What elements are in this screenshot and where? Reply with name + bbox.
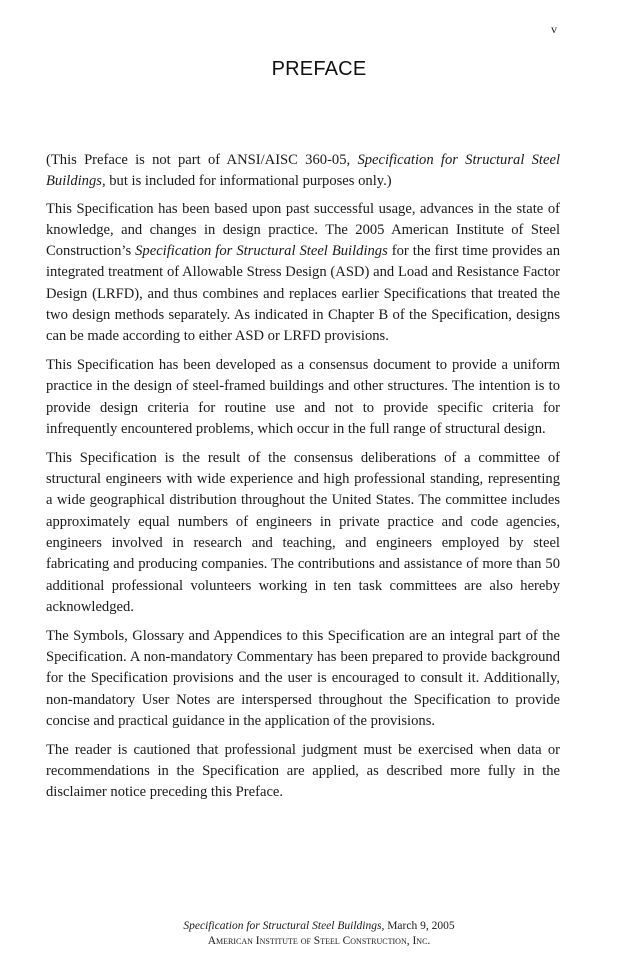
paragraph-2: This Specification has been developed as a consensus document to provide a uniform practice in the design of steel-framed buildings and other structures. The intention is to provide design criteria for routine use and not to provide specific criteria for infrequently encountered problems, which occur in the full range of structural design. [46, 357, 560, 438]
paragraph-4: The Symbols, Glossary and Appendices to this Specification are an integral part of the Specification. A non-mandatory Commentary has been prepared to provide background for the Specification provisions and the user is encouraged to consult it. Additionally, non-mandatory User Notes are interspersed throughout the Specification to provide concise and practical guidance in the application of the provisions. [46, 627, 560, 729]
paragraph-1-post: for the first time provides an integrated treatment of Allowable Stress Design (ASD) and Load and Resistance Factor Design (LRFD), and thus combines and replaces earlier Specifications that treated the two design methods separately. As indicated in Chapter B of the Specification, designs can be made according to either ASD or LRFD provisions. [46, 243, 561, 345]
intro-text-italic: Specification for Structural Steel Buildings [46, 152, 560, 190]
paragraph-1-italic: Specification for Structural Steel Buildings [135, 243, 388, 260]
page-number: v [551, 22, 557, 36]
paragraph-1 [46, 199, 560, 348]
page-title: PREFACE [271, 58, 367, 80]
paragraph-1-pre: This Specification has been based upon past successful usage, advances in the state of knowledge, and changes in design practice. The 2005 American Institute of Steel Construction’s [46, 200, 560, 260]
preface-body [46, 150, 560, 811]
intro-paragraph [46, 150, 560, 193]
page-footer [0, 919, 638, 949]
footer-doc-title: Specification for Structural Steel Buildings, [183, 920, 385, 932]
footer-date: March 9, 2005 [384, 920, 455, 932]
paragraph-5: The reader is cautioned that professional judgment must be exercised when data or recommendations in the Specification are applied, as described more fully in the disclaimer notice preceding this Preface. [46, 741, 560, 801]
intro-text-pre: (This Preface is not part of ANSI/AISC 360-05, [46, 152, 358, 168]
intro-text-post: , but is included for informational purposes only.) [101, 173, 392, 190]
paragraph-3: This Specification is the result of the consensus deliberations of a committee of structural engineers with wide experience and high professional standing, representing a wide geographical distribution throughout the United States. The committee includes approximately equal numbers of engineers in private practice and code agencies, engineers involved in research and teaching, and engineers employed by steel fabricating and producing companies. The contributions and assistance of more than 50 additional professional volunteers working in ten task committees are also hereby acknowledged. [46, 449, 560, 615]
footer-publisher: American Institute of Steel Construction, Inc. [207, 935, 431, 947]
footer-line-1 [0, 919, 638, 934]
